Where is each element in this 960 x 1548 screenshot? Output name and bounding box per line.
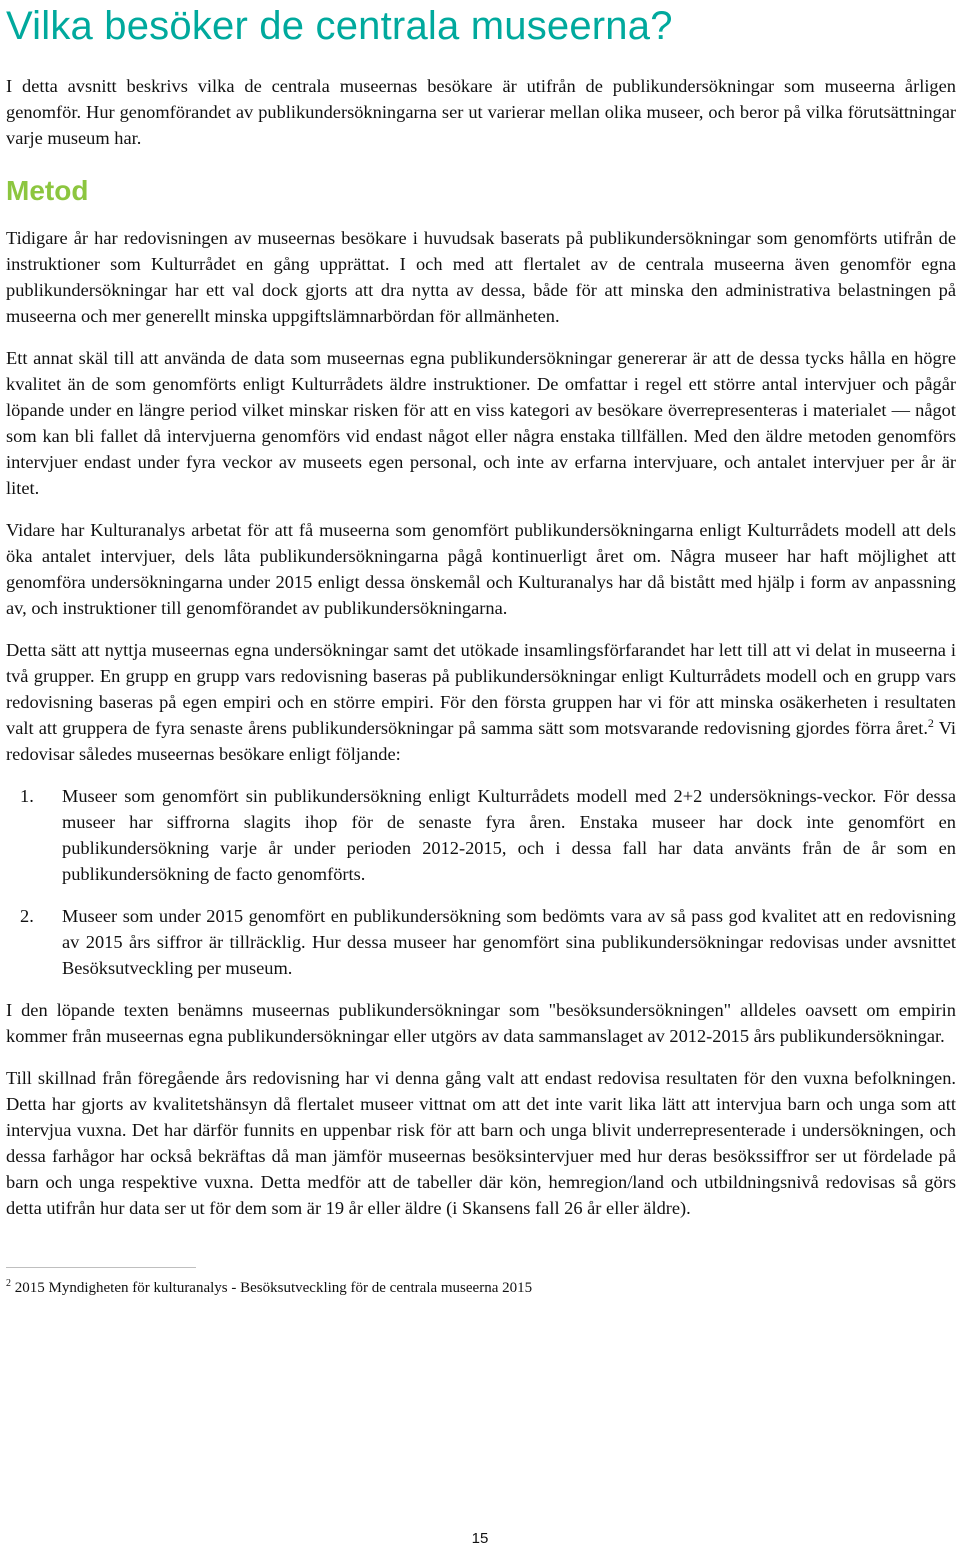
page-heading: Vilka besöker de centrala museerna? (6, 4, 673, 48)
list-item (6, 783, 956, 887)
footnote (6, 1278, 956, 1298)
body-paragraph-3: Vidare har Kulturanalys arbetat för att få museerna som genomfört publikundersökningarna enligt Kulturrådets modell att dels öka antalet intervjuer, dels låta publikundersökningarna pågå kontinuerligt året om. Några museer har haft möjlighet att genomföra undersökningarna under 2015 enligt dessa önskemål och Kulturanalys har då bistått med hjälp i form av anpassning av, och instruktioner till genomförandet av publikundersökningarna. (6, 520, 956, 618)
list-item-number: 2. (20, 906, 34, 926)
body-paragraph-4 (6, 637, 956, 767)
list-item-text: Museer som genomfört sin publikundersökning enligt Kulturrådets modell med 2+2 undersöknings-veckor. För dessa museer har siffrorna slagits ihop för de senaste fyra åren. Enstaka museer har dock inte genomfört en publikundersökning varje år under perioden 2012-2015, och i dessa fall har data använts från de år som en publikundersökning de facto genomförts. (62, 786, 956, 884)
footnote-divider (6, 1267, 196, 1268)
body-paragraph-2: Ett annat skäl till att använda de data som museernas egna publikundersökningar genererar är att de dessa tycks hålla en högre kvalitet än de som genomförts enligt Kulturrådets äldre instruktioner. De omfattar i regel ett större antal intervjuer och pågår löpande under en längre period vilket minskar risken för att en viss kategori av besökare överrepresenteras i materialet — något som kan bli fallet då intervjuerna genomförs vid endast något eller några enstaka tillfällen. Med den äldre metoden genomförs intervjuer endast under fyra veckor av museets egen personal, och inte av erfarna intervjuare, och antalet intervjuer per år är litet. (6, 348, 956, 498)
footnote-text: 2015 Myndigheten för kulturanalys - Besöksutveckling för de centrala museerna 2015 (11, 1280, 533, 1296)
section-heading-metod: Metod (6, 175, 89, 206)
body-paragraph-1: Tidigare år har redovisningen av museernas besökare i huvudsak baserats på publikundersökningar som genomförts utifrån de instruktioner som Kulturrådet en gång upprättat. I och med att flertalet av de centrala museerna även genomför egna publikundersökningar har ett val dock gjorts att dra nytta av dessa, både för att minska den administrativa belastningen på museerna och mer generellt minska uppgiftslämnarbördan för allmänheten. (6, 228, 956, 326)
body-paragraph-4-text: Detta sätt att nyttja museernas egna undersökningar samt det utökade insamlingsförfarandet har lett till att vi delat in museerna i två grupper. En grupp en grupp vars redovisning baseras på publikundersökningar enligt Kulturrådets modell och en grupp vars redovisning baseras på egen empiri och en större empiri. För den första gruppen har vi för att minska osäkerheten i resultaten valt att gruppera de fyra senaste årens publikundersökningar på samma sätt som motsvarande redovisning gjordes förra året. (6, 640, 956, 738)
footnote-marker: 2 (6, 1278, 11, 1289)
body-paragraph-5: I den löpande texten benämns museernas publikundersökningar som "besöksundersökningen" alldeles oavsett om empirin kommer från museernas egna publikundersökningar eller utgörs av data sammanslaget av 2012-2015 års publikundersökningar. (6, 1000, 956, 1046)
document-page (6, 0, 956, 1298)
body-paragraph-6: Till skillnad från föregående års redovisning har vi denna gång valt att endast redovisa resultaten för den vuxna befolkningen. Detta har gjorts av kvalitetshänsyn då flertalet museer vittnat om att det inte varit lika lätt att intervjua barn och unga som att intervjua vuxna. Det har därför funnits en uppenbar risk för att barn och unga blivit underrepresenterade i undersökningen, och dessa farhågor har också bekräftas då man jämför museernas besöksintervjuer med hur deras besökssiffror ser ut fördelade på barn och unga respektive vuxna. Detta medför att de tabeller där kön, hemregion/land och utbildningsnivå redovisas så görs detta utifrån hur data ser ut för dem som är 19 år eller äldre (i Skansens fall 26 år eller äldre). (6, 1068, 956, 1218)
list-item-number: 1. (20, 786, 34, 806)
list-item-text: Museer som under 2015 genomfört en publikundersökning som bedömts vara av så pass god kvalitet att en redovisning av 2015 års siffror är tillräcklig. Hur dessa museer har genomfört sina publikundersökningar redovisas under avsnittet Besöksutveckling per museum. (62, 906, 956, 978)
list-item (6, 903, 956, 981)
page-number: 15 (471, 1530, 489, 1547)
body-paragraph-4-text-continued: Vi redovisar således museernas besökare enligt följande: (6, 718, 956, 764)
numbered-list (6, 783, 956, 981)
footnote-reference[interactable]: 2 (927, 716, 934, 730)
intro-paragraph: I detta avsnitt beskrivs vilka de centrala museernas besökare är utifrån de publikundersökningar som museerna årligen genomför. Hur genomförandet av publikundersökningarna ser ut varierar mellan olika museer, och beror på vilka förutsättningar varje museum har. (6, 76, 956, 148)
